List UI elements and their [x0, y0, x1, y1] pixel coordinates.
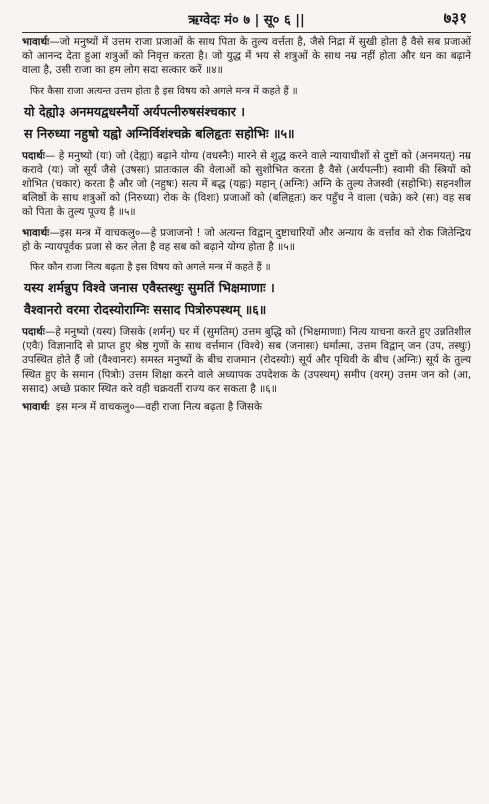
mantra-line: वैश्वानरो वरमा रोदस्योराग्निः ससाद पित्रोरुपस्थम् ॥६॥ [24, 302, 267, 318]
padartha-text: — हे मनुष्यो (यः) जो (देह्यः) बढ़ाने योग्य (वधस्नैः) मारने से शुद्ध करने वाले न्यायाधीशों से दुष्टों को (अनमयत्) नम्र करावे (यः) जो सूर्य जैसे (उषसः) प्रातःकाल की वेलाओं को सुशोभित करता है वैसे (अर्यपत्नीः) स्वामी की स्त्रियों को शोभित (चकार) करता है और जो (नहुषः) सत्य में बद्ध (यह्वः) महान् (अग्निः) अग्नि के तुल्य तेजस्वी (सहोभिः) सहनशील बलिष्ठों के साथ शत्रुओं को (निरुध्या) रोक के (विशः) प्रजाओं को (बलिहृतः) कर पहुँच ने वाला (चक्रे) करे (सः) वह सब को पिता के तुल्य पूज्य है ॥५॥ [22, 149, 471, 219]
mantra-line: यो देह्यो३ अनमयद्वधस्नैर्यो अर्यपत्नीरुषसंश्चकार । [24, 103, 246, 119]
section-intro-2: फिर कौन राजा नित्य बढ़ता है इस विषय को अगले मन्त्र में कहते हैं ॥ [30, 262, 271, 274]
padartha-text: —हे मनुष्यो (यस्य) जिसके (शर्मन्) घर में (सुमतिम्) उत्तम बुद्धि को (भिक्षमाणाः) नित्य याचना करते हुए उन्नतिशील (एवैः) विज्ञानादि से प्राप्त हुए श्रेष्ठ गुणों के साथ वर्त्तमान (विश्वे) सब (जनासः) धर्मात्मा, उत्तम विद्वान् जन (उप, तस्थुः) उपस्थित होते हैं जो (वैश्वानरः) समस्त मनुष्यों के बीच राजमान (रोदस्योः) सूर्य और पृथिवी के बीच (अग्निः) सूर्य के तुल्य स्थित हुए के समान (पित्रोः) उत्तम शिक्षा करने वाले अध्यापक उपदेशक के (उपस्थम्) समीप (वरम्) उत्तम जन को (आ, ससाद) अच्छे प्रकार स्थित करे वही चक्रवर्ती राज्य कर सकता है ॥६॥ [22, 326, 471, 395]
bhavartha-label: भावार्थः [22, 226, 50, 239]
mantra-line: स निरुध्या नहुषो यह्वो अग्निर्विशंश्चक्रे बलिहृतः सहोभिः ॥५॥ [24, 125, 295, 141]
page-header [22, 6, 471, 32]
bhavartha-label: भावार्थः [22, 36, 50, 48]
header-rule [22, 32, 471, 33]
padartha-label: पदार्थः [22, 326, 45, 339]
padartha-label: पदार्थः [22, 149, 45, 162]
mantra-block-2 [22, 277, 471, 321]
running-title: ऋग्वेदः मं० ७ | सू० ६ || [188, 13, 305, 28]
section-intro-1: फिर कैसा राजा अत्यन्त उत्तम होता है इस विषय को अगले मन्त्र में कहते हैं ॥ [30, 85, 298, 97]
bhavartha-paragraph-1 [22, 35, 471, 78]
mantra-line: यस्य शर्मन्नुप विश्वे जनास एवैस्तस्थुः सुमतिं भिक्षमाणाः । [24, 280, 275, 296]
page-number: ७३१ [443, 9, 467, 27]
bhavartha-text: —जो मनुष्यों में उत्तम राजा प्रजाओं के साथ पिता के तुल्य वर्त्तता है, जैसे निद्रा में सुखी होता है वैसे सब प्रजाओं को आनन्द देता हुआ शत्रुओं को निवृत्त करता है। जो युद्ध में भय से शत्रुओं के साथ नम्र नहीं होता और धन का बढ़ाने वाला है, उसी राजा का हम लोग सदा सत्कार करें ॥४॥ [22, 36, 471, 77]
bhavartha-text: —इस मन्त्र में वाचकलु०—हे प्रजाजनो ! जो अत्यन्त विद्वान् दुष्टाचारियों और अन्याय के वर्त्ताव को रोक जितेन्द्रिय हो के न्यायपूर्वक प्रजा से कर लेता है वह सब को बढ़ाने योग्य होता है ॥५॥ [22, 226, 471, 253]
padartha-paragraph-2 [22, 325, 471, 396]
bhavartha-text: इस मन्त्र में वाचकलु०—वही राजा नित्य बढ़ता है जिसके [55, 401, 262, 414]
padartha-paragraph-1 [22, 149, 471, 220]
bhavartha-label: भावार्थः [22, 401, 50, 414]
bhavartha-paragraph-2 [22, 226, 471, 254]
mantra-block-1 [22, 101, 471, 145]
bhavartha-paragraph-3 [22, 400, 471, 414]
